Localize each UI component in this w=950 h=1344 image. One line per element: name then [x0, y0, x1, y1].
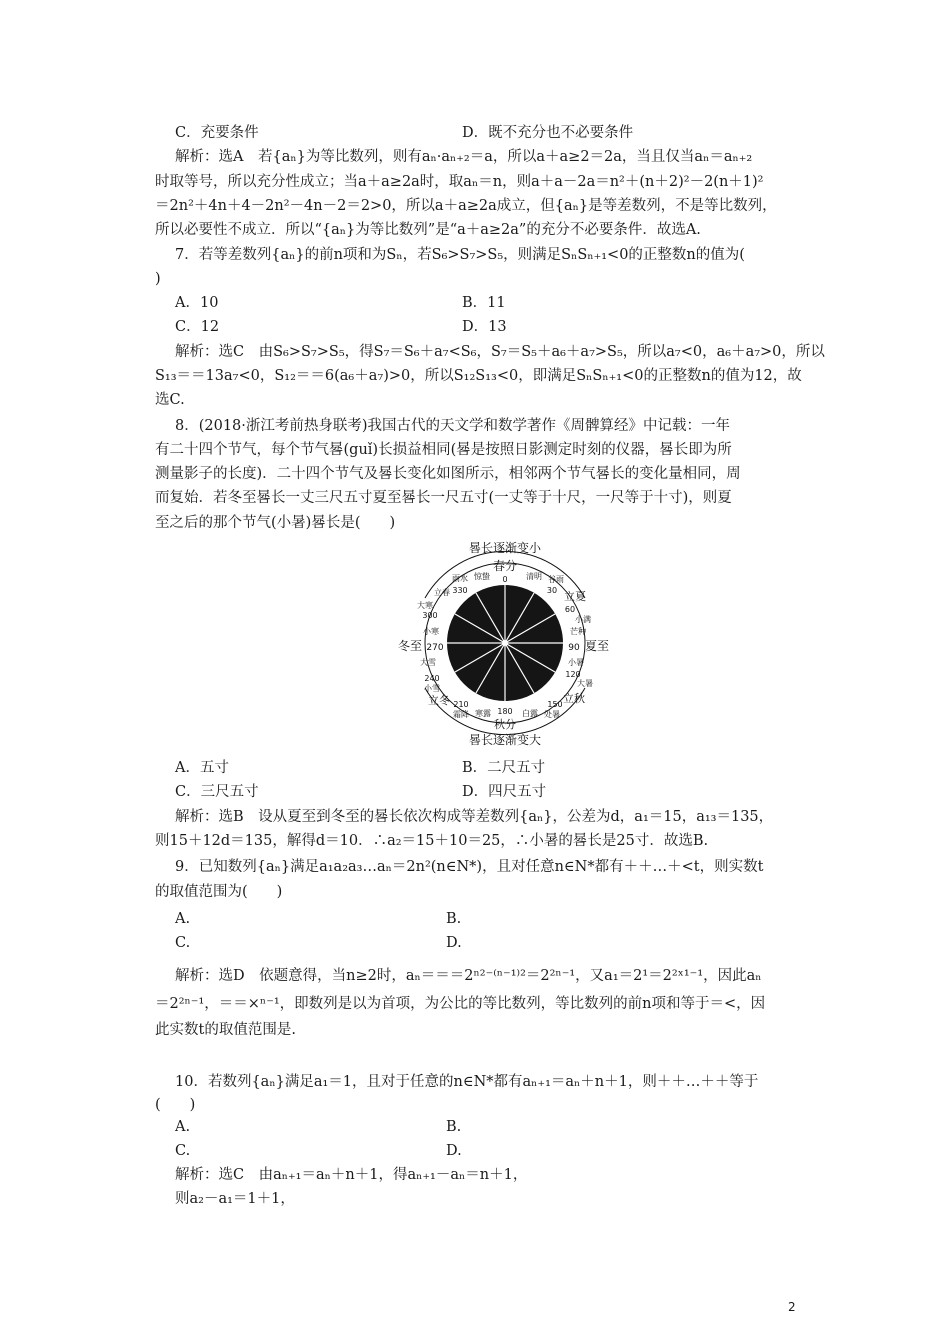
- q8-stem-line-4: 而复始．若冬至晷长一丈三尺五寸夏至晷长一尺五寸(一丈等于十尺，一尺等于十寸)，则夏: [155, 490, 732, 506]
- q8-solution-line-2: 则15＋12d＝135，解得d＝10．∴a₂＝15＋10＝25，∴小暑的晷长是25寸．故选B.: [155, 833, 709, 849]
- term-lixia: 立夏: [564, 590, 586, 603]
- bottom-caption: 晷长逐渐变大: [468, 733, 542, 747]
- value-270: 270: [426, 643, 444, 653]
- term-yushui: 雨水: [452, 574, 468, 583]
- q7-option-d: D．13: [462, 319, 507, 335]
- q7-option-b: B．11: [462, 295, 506, 311]
- q8-option-d: D．四尺五寸: [462, 784, 547, 800]
- q7-option-a: A．10: [175, 295, 219, 311]
- page-number: 2: [788, 1300, 796, 1314]
- q10-solution-line-2: 则a₂－a₁＝1＋1，: [175, 1191, 295, 1207]
- q10-solution-line-1: 解析：选C 由aₙ₊₁＝aₙ＋n＋1，得aₙ₊₁－aₙ＝n＋1，: [175, 1167, 528, 1183]
- q10-option-d: D.: [446, 1143, 462, 1159]
- q9-stem-line-2: 的取值范围为( ): [155, 884, 283, 900]
- term-dashu: 大暑: [577, 679, 593, 688]
- value-210: 210: [453, 700, 469, 709]
- q8-option-c: C．三尺五寸: [175, 784, 259, 800]
- q10-stem-line-2: ( ): [155, 1097, 196, 1113]
- term-qingming: 清明: [526, 572, 542, 581]
- term-hanlu: 寒露: [475, 709, 491, 718]
- term-bailu: 白露: [522, 709, 538, 718]
- q10-stem-line-1: 10．若数列{aₙ}满足a₁＝1，且对于任意的n∈N*都有aₙ₊₁＝aₙ＋n＋1，则＋＋…＋＋等于: [175, 1074, 759, 1090]
- term-chunfen: 春分: [492, 559, 518, 573]
- q7-solution-line-2: S₁₃＝＝13a₇<0，S₁₂＝＝6(a₆＋a₇)>0，所以S₁₂S₁₃<0，即满足SₙSₙ₊₁<0的正整数n的值为12，故: [155, 368, 802, 384]
- term-xiaohan: 小寒: [423, 627, 439, 636]
- value-300: 300: [422, 611, 438, 620]
- term-qiufen: 秋分: [494, 718, 516, 731]
- q8-stem-line-5: 至之后的那个节气(小暑)晷长是( ): [155, 515, 396, 531]
- value-30: 30: [546, 586, 558, 595]
- gnomon-solar-terms-diagram: [385, 538, 625, 748]
- term-xiaoman: 小满: [575, 615, 591, 624]
- term-xiaoxue: 小雪: [424, 684, 440, 693]
- term-lidong: 立冬: [428, 694, 450, 707]
- q7-stem-line-1: 7．若等差数列{aₙ}的前n项和为Sₙ，若S₆>S₇>S₅，则满足SₙSₙ₊₁<0的正整数n的值为(: [175, 247, 745, 263]
- q6-solution-line-2: 时取等号，所以充分性成立；当a＋a≥2a时，取aₙ＝n，则a＋a－2a＝n²＋(n＋2)²－2(n＋1)²: [155, 174, 764, 190]
- term-lichun: 立春: [434, 588, 450, 597]
- q9-solution-line-2: ＝2²ⁿ⁻¹，＝＝×ⁿ⁻¹，即数列是以为首项，为公比的等比数列，等比数列的前n项和等于＝<，因: [155, 996, 766, 1012]
- q6-option-d: D．既不充分也不必要条件: [462, 125, 634, 141]
- q7-solution-line-3: 选C.: [155, 392, 185, 408]
- term-liqiu: 立秋: [563, 692, 585, 705]
- q8-solution-line-1: 解析：选B 设从夏至到冬至的晷长依次构成等差数列{aₙ}，公差为d，a₁＝15，a₁₃＝135，: [175, 809, 774, 825]
- q8-option-a: A．五寸: [175, 760, 229, 776]
- q9-option-a: A.: [175, 911, 191, 927]
- q7-stem-line-2: ): [155, 271, 161, 287]
- term-jingzhe: 惊蛰: [474, 572, 490, 581]
- value-330: 330: [452, 586, 468, 595]
- value-60: 60: [564, 605, 576, 614]
- value-90: 90: [568, 643, 580, 653]
- value-240: 240: [424, 674, 440, 683]
- q9-solution-line-3: 此实数t的取值范围是.: [155, 1022, 296, 1038]
- term-dongzhi: 冬至: [397, 639, 423, 653]
- q10-option-b: B.: [446, 1119, 462, 1135]
- q10-option-c: C.: [175, 1143, 191, 1159]
- value-0: 0: [502, 575, 508, 584]
- q10-option-a: A.: [175, 1119, 191, 1135]
- q9-stem-line-1: 9．已知数列{aₙ}满足a₁a₂a₃…aₙ＝2n²(n∈N*)，且对任意n∈N*都有＋＋…＋<t，则实数t: [175, 859, 764, 875]
- q9-option-c: C.: [175, 935, 191, 951]
- q9-solution-line-1: 解析：选D 依题意得，当n≥2时，aₙ＝＝＝2ⁿ²⁻⁽ⁿ⁻¹⁾²＝2²ⁿ⁻¹，又a₁＝2¹＝2²ˣ¹⁻¹，因此aₙ: [175, 968, 762, 984]
- term-guyu: 谷雨: [548, 575, 564, 584]
- q6-solution-line-4: 所以必要性不成立．所以“{aₙ}为等比数列”是“a＋a≥2a”的充分不必要条件．故选A.: [155, 222, 701, 238]
- top-caption: 晷长逐渐变小: [468, 541, 542, 555]
- q8-stem-line-2: 有二十四个节气，每个节气晷(guǐ)长损益相同(晷是按照日影测定时刻的仪器，晷长即为所: [155, 442, 732, 458]
- term-shuangjiang: 霜降: [453, 710, 469, 719]
- value-120: 120: [565, 670, 581, 679]
- q9-option-b: B.: [446, 911, 462, 927]
- q6-option-c: C．充要条件: [175, 125, 259, 141]
- q9-option-d: D.: [446, 935, 462, 951]
- term-dahan: 大寒: [417, 601, 433, 610]
- q6-solution-line-3: ＝2n²＋4n＋4－2n²－4n－2＝2>0，所以a＋a≥2a成立，但{aₙ}是等差数列，不是等比数列，: [155, 198, 777, 214]
- q7-option-c: C．12: [175, 319, 220, 335]
- term-daxue: 大雪: [420, 658, 436, 667]
- term-xiazhi: 夏至: [584, 639, 610, 653]
- term-mangzhong: 芒种: [570, 627, 586, 636]
- q8-option-b: B．二尺五寸: [462, 760, 546, 776]
- q8-stem-line-1: 8．(2018·浙江考前热身联考)我国古代的天文学和数学著作《周髀算经》中记载：一年: [175, 418, 731, 434]
- value-150: 150: [547, 700, 563, 709]
- value-180: 180: [497, 707, 513, 716]
- term-chushu: 处暑: [544, 710, 560, 719]
- q7-solution-line-1: 解析：选C 由S₆>S₇>S₅，得S₇＝S₆＋a₇<S₆，S₇＝S₅＋a₆＋a₇>S₅，所以a₇<0，a₆＋a₇>0，所以: [175, 344, 825, 360]
- q6-solution-line-1: 解析：选A 若{aₙ}为等比数列，则有aₙ·aₙ₊₂＝a，所以a＋a≥2＝2a，当且仅当aₙ＝aₙ₊₂: [175, 149, 753, 165]
- term-xiaoshu: 小暑: [568, 658, 584, 667]
- q8-stem-line-3: 测量影子的长度)．二十四个节气及晷长变化如图所示，相邻两个节气晷长的变化量相同，周: [155, 466, 741, 482]
- wheel-center: [502, 640, 508, 646]
